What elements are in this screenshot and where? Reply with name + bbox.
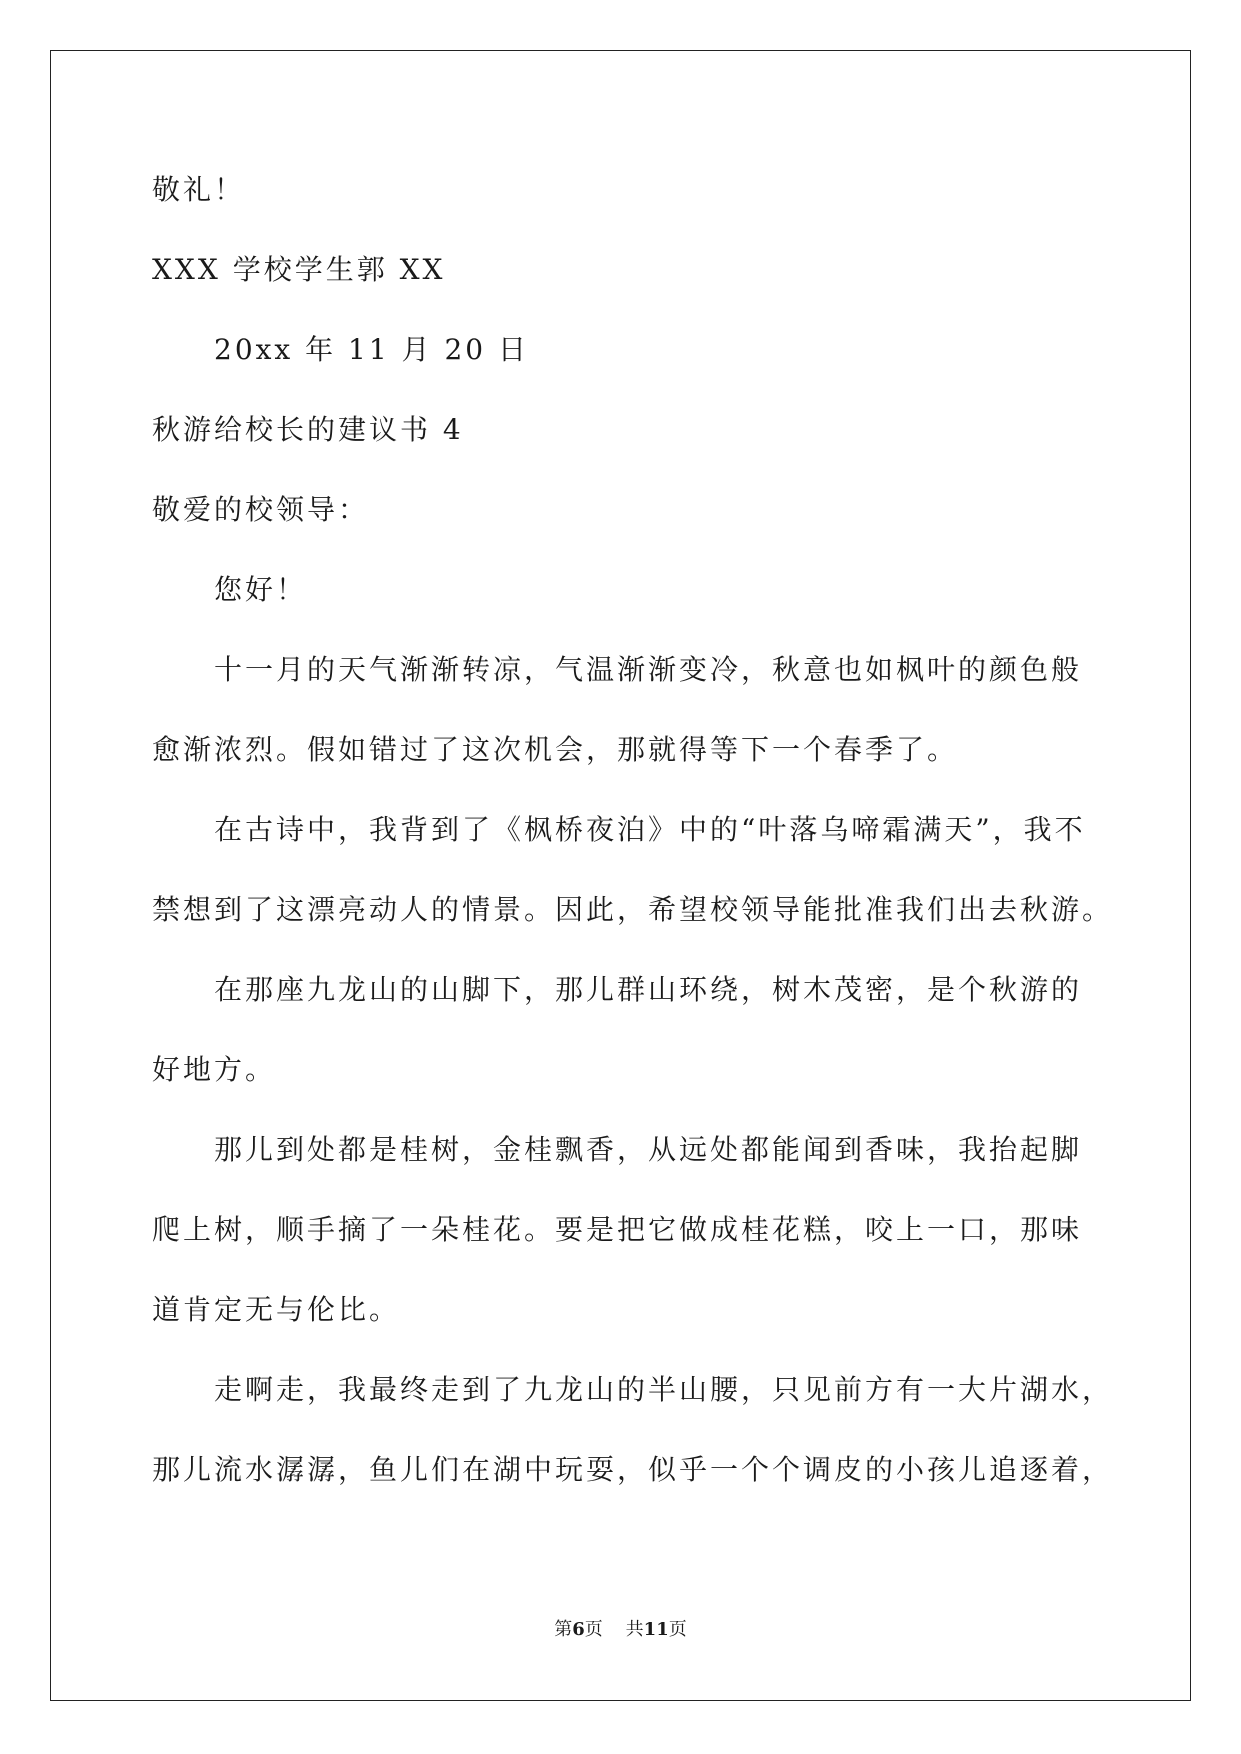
paragraph-line: 走啊走，我最终走到了九龙山的半山腰，只见前方有一大片湖水， <box>214 1373 1114 1406</box>
date-line: 20xx 年 11 月 20 日 <box>214 333 529 366</box>
paragraph-line: 那儿到处都是桂树，金桂飘香，从远处都能闻到香味，我抬起脚 <box>214 1133 1083 1166</box>
greeting-hello: 您好！ <box>214 573 308 606</box>
greeting: 敬爱的校领导： <box>152 493 370 526</box>
total-pages: 11 <box>643 1619 669 1640</box>
paragraph-line: 十一月的天气渐渐转凉，气温渐渐变冷，秋意也如枫叶的颜色般 <box>214 653 1083 686</box>
section-title: 秋游给校长的建议书 4 <box>152 413 464 446</box>
total-prefix: 共 <box>625 1619 644 1640</box>
paragraph-line: 道肯定无与伦比。 <box>152 1293 401 1326</box>
paragraph-line: 在那座九龙山的山脚下，那儿群山环绕，树木茂密，是个秋游的 <box>214 973 1083 1006</box>
paragraph-line: 那儿流水潺潺，鱼儿们在湖中玩耍，似乎一个个调皮的小孩儿追逐着， <box>152 1453 1114 1486</box>
page-footer <box>0 1618 1241 1642</box>
page-suffix: 页 <box>584 1619 603 1640</box>
signature: XXX 学校学生郭 XX <box>152 253 446 286</box>
paragraph-line: 爬上树，顺手摘了一朵桂花。要是把它做成桂花糕，咬上一口，那味 <box>152 1213 1083 1246</box>
paragraph-line: 在古诗中，我背到了《枫桥夜泊》中的“叶落乌啼霜满天”，我不 <box>214 813 1086 846</box>
closing-salutation: 敬礼！ <box>152 173 246 206</box>
total-suffix: 页 <box>668 1619 687 1640</box>
paragraph-line: 禁想到了这漂亮动人的情景。因此，希望校领导能批准我们出去秋游。 <box>152 893 1114 926</box>
paragraph-line: 好地方。 <box>152 1053 277 1086</box>
page-number: 6 <box>572 1619 585 1640</box>
paragraph-line: 愈渐浓烈。假如错过了这次机会，那就得等下一个春季了。 <box>152 733 959 766</box>
page-prefix: 第 <box>554 1619 573 1640</box>
